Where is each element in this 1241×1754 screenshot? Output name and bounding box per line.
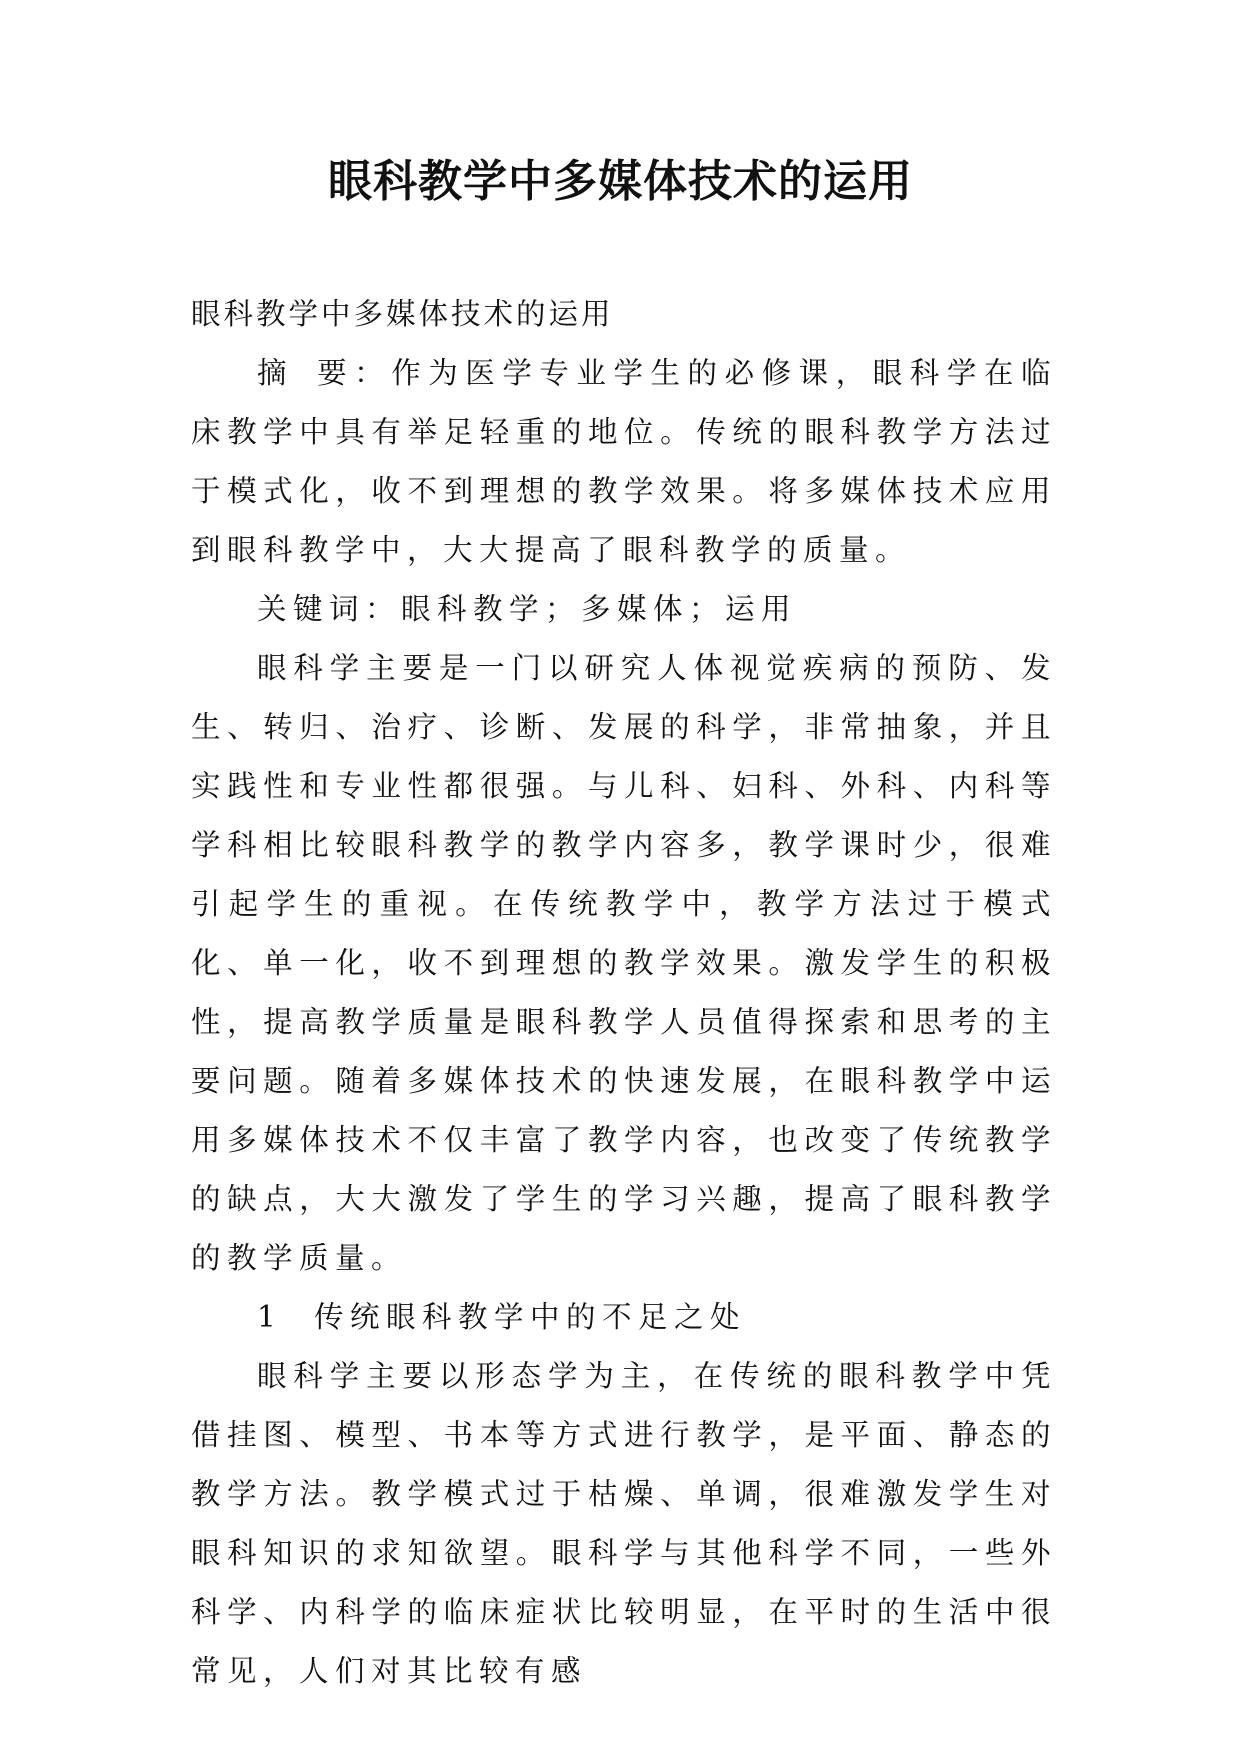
article-title-line: 眼科教学中多媒体技术的运用 xyxy=(191,297,614,331)
section-heading: 1 传统眼科教学中的不足之处 xyxy=(257,1300,747,1334)
section-paragraph: 眼科学主要以形态学为主，在传统的眼科教学中凭借挂图、模型、书本等方式进行教学，是平面、静态的教学方法。教学模式过于枯燥、单调，很难激发学生对眼科知识的求知欲望。眼科学与其他科学不同，一些外科学、内科学的临床症状比较明显，在平时的生活中很常见，人们对其比较有感 xyxy=(191,1359,1057,1688)
abstract-paragraph xyxy=(191,344,1057,580)
abstract-text: 作为医学专业学生的必修课，眼科学在临床教学中具有举足轻重的地位。传统的眼科教学方法过于模式化，收不到理想的教学效果。将多媒体技术应用到眼科教学中，大大提高了眼科教学的质量。 xyxy=(191,356,1057,567)
document-title: 眼科教学中多媒体技术的运用 xyxy=(328,156,913,207)
keywords-line: 关键词：眼科教学；多媒体；运用 xyxy=(257,592,798,626)
abstract-label-part2: 要： xyxy=(316,356,392,390)
document-body xyxy=(191,285,1057,1701)
abstract-label-part1: 摘 xyxy=(257,356,295,390)
intro-paragraph: 眼科学主要是一门以研究人体视觉疾病的预防、发生、转归、治疗、诊断、发展的科学，非常抽象，并且实践性和专业性都很强。与儿科、妇科、外科、内科等学科相比较眼科教学的教学内容多，教学课时少，很难引起学生的重视。在传统教学中，教学方法过于模式化、单一化，收不到理想的教学效果。激发学生的积极性，提高教学质量是眼科教学人员值得探索和思考的主要问题。随着多媒体技术的快速发展，在眼科教学中运用多媒体技术不仅丰富了教学内容，也改变了传统教学的缺点，大大激发了学生的学习兴趣，提高了眼科教学的教学质量。 xyxy=(191,651,1057,1275)
